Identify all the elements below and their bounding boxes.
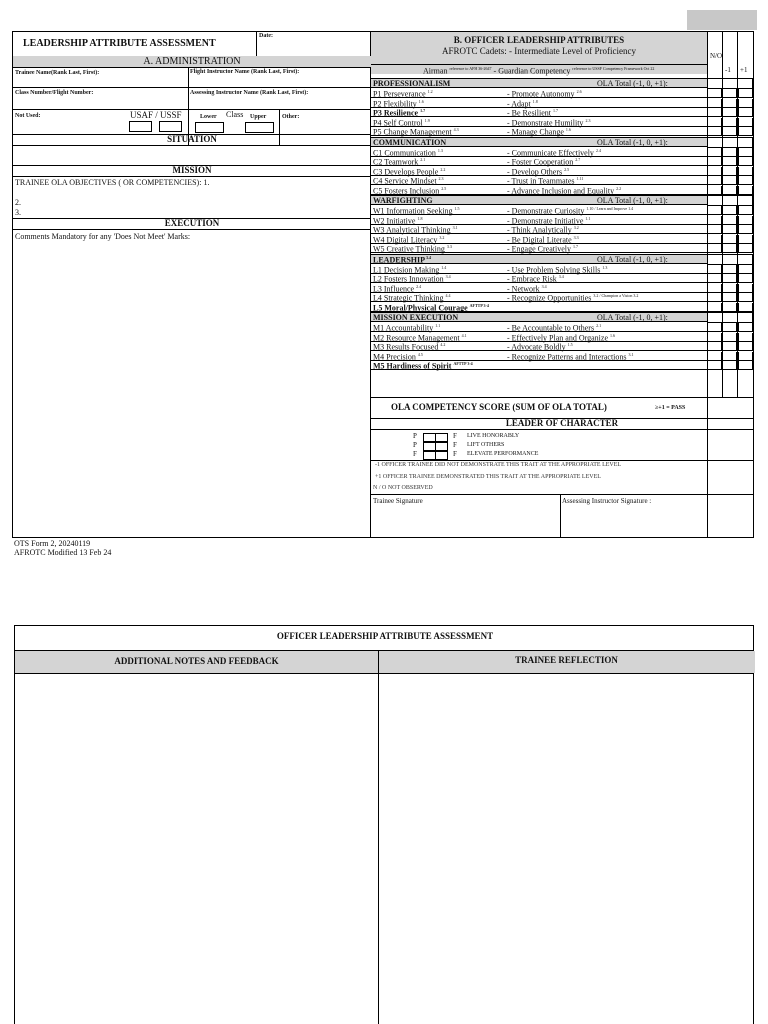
guardian-competency: - Think Analytically $^{3.2}$ (507, 225, 579, 235)
rating-plus-checkbox[interactable] (738, 333, 753, 342)
rating-minus-checkbox[interactable] (722, 244, 737, 253)
section-header-professionalism (371, 78, 707, 88)
guardian-competency: - Network $^{3.4}$ (507, 283, 547, 294)
rating-minus-checkbox[interactable] (722, 206, 737, 215)
rating-minus-checkbox[interactable] (722, 176, 737, 185)
airman-attribute: W4 Digital Literacy $^{3.2}$ (373, 234, 445, 245)
attribute-row (371, 167, 707, 176)
rating-no-checkbox[interactable] (707, 293, 722, 302)
attribute-row (371, 118, 707, 127)
section-name: WARFIGHTING (373, 196, 433, 205)
rating-minus-checkbox[interactable] (722, 303, 737, 312)
mission-header: MISSION (172, 165, 212, 175)
pass-mark: F (413, 450, 417, 458)
airman-attribute: L3 Influence $^{2.4}$ (373, 283, 422, 294)
administration-panel (13, 32, 371, 537)
col-plus-label: +1 (740, 66, 748, 74)
guardian-competency: - Develop Others $^{2.5}$ (507, 166, 570, 177)
attribute-row (371, 303, 707, 312)
airman-attribute: W3 Analytical Thinking $^{3.1}$ (373, 225, 458, 235)
rating-plus-checkbox[interactable] (738, 148, 753, 157)
reflection-field[interactable] (379, 674, 755, 1024)
rating-no-checkbox[interactable] (707, 118, 722, 127)
instructor-signature-label: Assessing Instructor Signature : (562, 497, 652, 505)
airman-attribute: W1 Information Seeking $^{1.5}$ (373, 206, 460, 216)
guardian-competency: - Communicate Effectively $^{2.4}$ (507, 147, 601, 158)
guardian-competency: - Demonstrate Initiative $^{1.1}$ (507, 215, 591, 226)
attribute-row (371, 265, 707, 274)
attribute-row (371, 361, 707, 370)
rating-no-checkbox[interactable] (707, 244, 722, 253)
airman-attribute: L5 Moral/Physical Courage $^{AFTTP 3-4}$ (373, 302, 489, 313)
rating-no-checkbox[interactable] (707, 176, 722, 185)
fail-checkbox[interactable] (435, 442, 448, 451)
rating-minus-checkbox[interactable] (722, 167, 737, 176)
attributes-header: B. OFFICER LEADERSHIP ATTRIBUTES (453, 35, 625, 45)
attribute-row (371, 89, 707, 98)
airman-label: Airman $^{reference to AFH 36-2647}$ - Guardian Competency $^{reference to USSF Competency Framework Oct 22}$ (423, 66, 655, 76)
guardian-competency: - Adapt $^{1.8}$ (507, 98, 538, 109)
attribute-row (371, 293, 707, 302)
upper-label: Upper (250, 114, 267, 120)
legend-plus: +1 OFFICER TRAINEE DEMONSTRATED THIS TRAIT AT THE APPROPRIATE LEVEL (375, 474, 601, 480)
rating-plus-checkbox[interactable] (738, 127, 753, 136)
section-header-warfighting (371, 195, 707, 205)
airman-attribute: W5 Creative Thinking $^{3.3}$ (373, 244, 452, 254)
fail-mark: F (453, 450, 457, 458)
attribute-row (371, 284, 707, 293)
attribute-row (371, 235, 707, 244)
attribute-row (371, 333, 707, 342)
rating-no-checkbox[interactable] (707, 235, 722, 244)
rating-no-checkbox[interactable] (707, 108, 722, 117)
airman-attribute: M2 Resource Management $^{4.1}$ (373, 332, 467, 343)
airman-attribute: P4 Self Control $^{1.9}$ (373, 117, 430, 128)
rating-plus-checkbox[interactable] (738, 186, 753, 195)
usaf-ussf-label: USAF / USSF (130, 110, 182, 120)
lower-label: Lower (200, 114, 217, 120)
pass-mark: P (413, 432, 417, 440)
rating-minus-checkbox[interactable] (722, 333, 737, 342)
character-trait-label: LIVE HONORABLY (467, 433, 520, 439)
section-total-cell[interactable] (707, 254, 753, 265)
col-no-label: N/O (710, 52, 723, 60)
attribute-row (371, 206, 707, 215)
rating-no-checkbox[interactable] (707, 89, 722, 98)
not-used-label: Not Used: (15, 113, 41, 119)
trainee-signature-label: Trainee Signature (373, 497, 423, 505)
guardian-competency: - Advance Inclusion and Equality $^{2.2}$ (507, 185, 622, 196)
flight-instructor-label: Flight Instructor Name (Rank Last, First): (190, 69, 300, 75)
character-trait-label: ELEVATE PERFORMANCE (467, 451, 539, 457)
rating-minus-checkbox[interactable] (722, 157, 737, 166)
section-total-label: OLA Total (-1, 0, +1): (597, 313, 668, 322)
rating-plus-checkbox[interactable] (738, 244, 753, 253)
comments-label: Comments Mandatory for any 'Does Not Meet' Marks: (15, 232, 191, 241)
guardian-competency: - Recognize Opportunities $^{3.2 / Champion a Vision 3.2}$ (507, 293, 639, 303)
guardian-competency: - Effectively Plan and Organize $^{1.6}$ (507, 332, 615, 343)
class-number-label: Class Number/Flight Number: (15, 90, 94, 96)
rating-plus-checkbox[interactable] (738, 157, 753, 166)
guardian-competency: - Be Resilient $^{1.7}$ (507, 108, 558, 118)
notes-col-header: ADDITIONAL NOTES AND FEEDBACK (114, 656, 279, 666)
airman-attribute: L4 Strategic Thinking $^{4.4}$ (373, 293, 451, 303)
footer-modified: AFROTC Modified 13 Feb 24 (14, 548, 112, 557)
trainee-name-label: Trainee Name(Rank Last, First): (15, 70, 100, 76)
rating-plus-checkbox[interactable] (738, 274, 753, 283)
rating-plus-checkbox[interactable] (738, 225, 753, 234)
section-header-communication (371, 137, 707, 147)
rating-minus-checkbox[interactable] (722, 265, 737, 274)
rating-minus-checkbox[interactable] (722, 127, 737, 136)
rating-minus-checkbox[interactable] (722, 235, 737, 244)
rating-plus-checkbox[interactable] (738, 323, 753, 332)
situation-header: SITUATION (167, 134, 217, 144)
attribute-row (371, 157, 707, 166)
airman-attribute: L1 Decision Making $^{1.4}$ (373, 264, 447, 275)
airman-attribute: C2 Teamwork $^{2.1}$ (373, 157, 426, 167)
rating-minus-checkbox[interactable] (722, 352, 737, 361)
attribute-row (371, 127, 707, 136)
rating-minus-checkbox[interactable] (722, 186, 737, 195)
rating-no-checkbox[interactable] (707, 206, 722, 215)
rating-plus-checkbox[interactable] (738, 99, 753, 108)
rating-minus-checkbox[interactable] (722, 284, 737, 293)
guardian-competency: - Be Digital Literate $^{3.3}$ (507, 234, 579, 245)
guardian-competency: - Use Problem Solving Skills $^{1.3}$ (507, 264, 608, 275)
airman-attribute: C1 Communication $^{1.3}$ (373, 147, 443, 158)
rating-plus-checkbox[interactable] (738, 176, 753, 185)
guardian-competency: - Foster Cooperation $^{2.7}$ (507, 157, 581, 167)
section-total-label: OLA Total (-1, 0, +1): (597, 79, 668, 88)
rating-minus-checkbox[interactable] (722, 342, 737, 351)
attributes-subheader: AFROTC Cadets: - Intermediate Level of Proficiency (442, 46, 636, 56)
section-header-leadership (371, 254, 707, 264)
rating-minus-checkbox[interactable] (722, 89, 737, 98)
rating-plus-checkbox[interactable] (738, 108, 753, 117)
rating-no-checkbox[interactable] (707, 157, 722, 166)
score-label: OLA COMPETENCY SCORE (SUM OF OLA TOTAL) (391, 402, 607, 412)
rating-plus-checkbox[interactable] (738, 293, 753, 302)
rating-plus-checkbox[interactable] (738, 216, 753, 225)
admin-header: A. ADMINISTRATION (13, 56, 371, 67)
rating-no-checkbox[interactable] (707, 361, 722, 370)
section-total-label: OLA Total (-1, 0, +1): (597, 254, 668, 264)
usaf-checkbox[interactable] (129, 121, 152, 132)
rating-plus-checkbox[interactable] (738, 265, 753, 274)
attribute-row (371, 148, 707, 157)
attribute-row (371, 99, 707, 108)
pass-mark: P (413, 441, 417, 449)
attribute-row (371, 244, 707, 253)
objective-2: 2. (15, 198, 21, 207)
legend-minus: -1 OFFICER TRAINEE DID NOT DEMONSTRATE THIS TRAIT AT THE APPROPRIATE LEVEL (375, 462, 622, 468)
guardian-competency: - Embrace Risk $^{3.4}$ (507, 274, 564, 284)
airman-attribute: P1 Perseverance $^{1.2}$ (373, 89, 433, 99)
rating-no-checkbox[interactable] (707, 265, 722, 274)
rating-minus-checkbox[interactable] (722, 216, 737, 225)
section-name: LEADERSHIP $^{3.4}$ (373, 254, 432, 265)
rating-no-checkbox[interactable] (707, 352, 722, 361)
rating-no-checkbox[interactable] (707, 148, 722, 157)
character-trait-label: LIFT OTHERS (467, 442, 505, 448)
attribute-row (371, 108, 707, 117)
guardian-competency: - Manage Change $^{1.6}$ (507, 127, 571, 137)
rating-no-checkbox[interactable] (707, 342, 722, 351)
class-label: Class (226, 110, 244, 119)
attributes-panel (371, 32, 753, 537)
rating-no-checkbox[interactable] (707, 225, 722, 234)
rating-plus-checkbox[interactable] (738, 361, 753, 370)
ussf-checkbox[interactable] (159, 121, 182, 132)
fail-mark: F (453, 441, 457, 449)
date-label: Date: (259, 33, 273, 39)
airman-attribute: C3 Develops People $^{2.2}$ (373, 166, 446, 177)
notes-title: OFFICER LEADERSHIP ATTRIBUTE ASSESSMENT (276, 631, 494, 641)
attribute-row (371, 225, 707, 234)
section-total-cell[interactable] (707, 312, 753, 323)
attribute-row (371, 176, 707, 185)
legend-no: N / O NOT OBSERVED (373, 485, 433, 491)
section-name: PROFESSIONALISM (373, 79, 451, 88)
assessment-form (12, 31, 754, 538)
rating-plus-checkbox[interactable] (738, 235, 753, 244)
lower-checkbox[interactable] (195, 122, 224, 133)
rating-no-checkbox[interactable] (707, 186, 722, 195)
attribute-row (371, 342, 707, 351)
guardian-competency: - Demonstrate Humility $^{2.3}$ (507, 117, 591, 128)
reflection-col-header: TRAINEE REFLECTION (515, 655, 618, 665)
notes-field[interactable] (15, 674, 378, 1024)
rating-no-checkbox[interactable] (707, 274, 722, 283)
airman-attribute: M3 Results Focused $^{4.2}$ (373, 342, 446, 352)
fail-mark: F (453, 432, 457, 440)
objectives-text: TRAINEE OLA OBJECTIVES ( OR COMPETENCIES): 1. (15, 178, 210, 187)
rating-plus-checkbox[interactable] (738, 303, 753, 312)
rating-minus-checkbox[interactable] (722, 293, 737, 302)
guardian-competency: - Trust in Teammates $^{1.11}$ (507, 176, 584, 186)
rating-minus-checkbox[interactable] (722, 108, 737, 117)
guardian-competency: - Engage Creatively $^{1.7}$ (507, 244, 578, 254)
airman-attribute: C4 Service Mindset $^{2.3}$ (373, 176, 444, 186)
section-total-cell[interactable] (707, 195, 753, 206)
airman-attribute: C5 Fosters Inclusion $^{2.5}$ (373, 185, 447, 196)
rating-no-checkbox[interactable] (707, 99, 722, 108)
guardian-competency: - Advocate Boldly $^{1.5}$ (507, 342, 573, 352)
guardian-competency: - Promote Autonomy $^{2.6}$ (507, 89, 582, 99)
other-label: Other: (282, 114, 300, 120)
fail-checkbox[interactable] (435, 433, 448, 442)
section-total-cell[interactable] (707, 78, 753, 89)
rating-plus-checkbox[interactable] (738, 352, 753, 361)
attribute-row (371, 352, 707, 361)
section-total-label: OLA Total (-1, 0, +1): (597, 196, 668, 205)
rating-minus-checkbox[interactable] (722, 118, 737, 127)
rating-no-checkbox[interactable] (707, 167, 722, 176)
attribute-row (371, 216, 707, 225)
assessing-instructor-label: Assessing Instructor Name (Rank Last, First): (190, 90, 309, 96)
form-title: LEADERSHIP ATTRIBUTE ASSESSMENT (23, 38, 216, 49)
rating-no-checkbox[interactable] (707, 303, 722, 312)
attribute-row (371, 274, 707, 283)
guardian-competency: - Recognize Patterns and Interactions $^{3.1}$ (507, 351, 634, 362)
objective-3: 3. (15, 208, 21, 217)
rating-plus-checkbox[interactable] (738, 167, 753, 176)
airman-attribute: W2 Initiative $^{1.8}$ (373, 215, 423, 226)
rating-no-checkbox[interactable] (707, 127, 722, 136)
rating-minus-checkbox[interactable] (722, 323, 737, 332)
section-total-label: OLA Total (-1, 0, +1): (597, 137, 668, 147)
fail-checkbox[interactable] (435, 451, 448, 460)
airman-attribute: L2 Fosters Innovation $^{3.4}$ (373, 274, 451, 284)
upper-checkbox[interactable] (245, 122, 274, 133)
execution-header: EXECUTION (164, 218, 220, 228)
col-minus-label: -1 (725, 66, 731, 74)
character-header: LEADER OF CHARACTER (505, 418, 619, 428)
rating-no-checkbox[interactable] (707, 216, 722, 225)
rating-no-checkbox[interactable] (707, 323, 722, 332)
rating-no-checkbox[interactable] (707, 333, 722, 342)
pass-label: ≥+1 = PASS (655, 405, 686, 411)
attribute-row (371, 323, 707, 332)
rating-plus-checkbox[interactable] (738, 118, 753, 127)
attribute-row (371, 186, 707, 195)
section-name: MISSION EXECUTION (373, 313, 459, 322)
airman-attribute: M5 Hardiness of Spirit $^{AFTTP 3-4}$ (373, 361, 473, 371)
rating-minus-checkbox[interactable] (722, 148, 737, 157)
rating-no-checkbox[interactable] (707, 284, 722, 293)
section-name: COMMUNICATION (373, 137, 447, 147)
rating-minus-checkbox[interactable] (722, 361, 737, 370)
footer-form-number: OTS Form 2, 20240119 (14, 539, 91, 548)
airman-attribute: P3 Resilience $^{1.7}$ (373, 108, 426, 118)
airman-attribute: P2 Flexibility $^{1.6}$ (373, 98, 424, 109)
airman-attribute: M1 Accountability $^{1.1}$ (373, 323, 441, 333)
airman-attribute: P5 Change Management $^{4.3}$ (373, 127, 459, 137)
page-tab (687, 10, 757, 30)
section-total-cell[interactable] (707, 137, 753, 148)
rating-plus-checkbox[interactable] (738, 284, 753, 293)
rating-minus-checkbox[interactable] (722, 225, 737, 234)
rating-minus-checkbox[interactable] (722, 99, 737, 108)
section-header-mission-execution (371, 312, 707, 322)
guardian-competency: - Demonstrate Curiosity $^{1.10 / Learn and Improve 1.4}$ (507, 206, 634, 216)
rating-plus-checkbox[interactable] (738, 206, 753, 215)
rating-plus-checkbox[interactable] (738, 342, 753, 351)
guardian-competency: - Be Accountable to Others $^{2.1}$ (507, 323, 602, 333)
airman-attribute: M4 Precision $^{4.5}$ (373, 351, 423, 362)
rating-minus-checkbox[interactable] (722, 274, 737, 283)
rating-plus-checkbox[interactable] (738, 89, 753, 98)
notes-page (14, 625, 754, 1024)
